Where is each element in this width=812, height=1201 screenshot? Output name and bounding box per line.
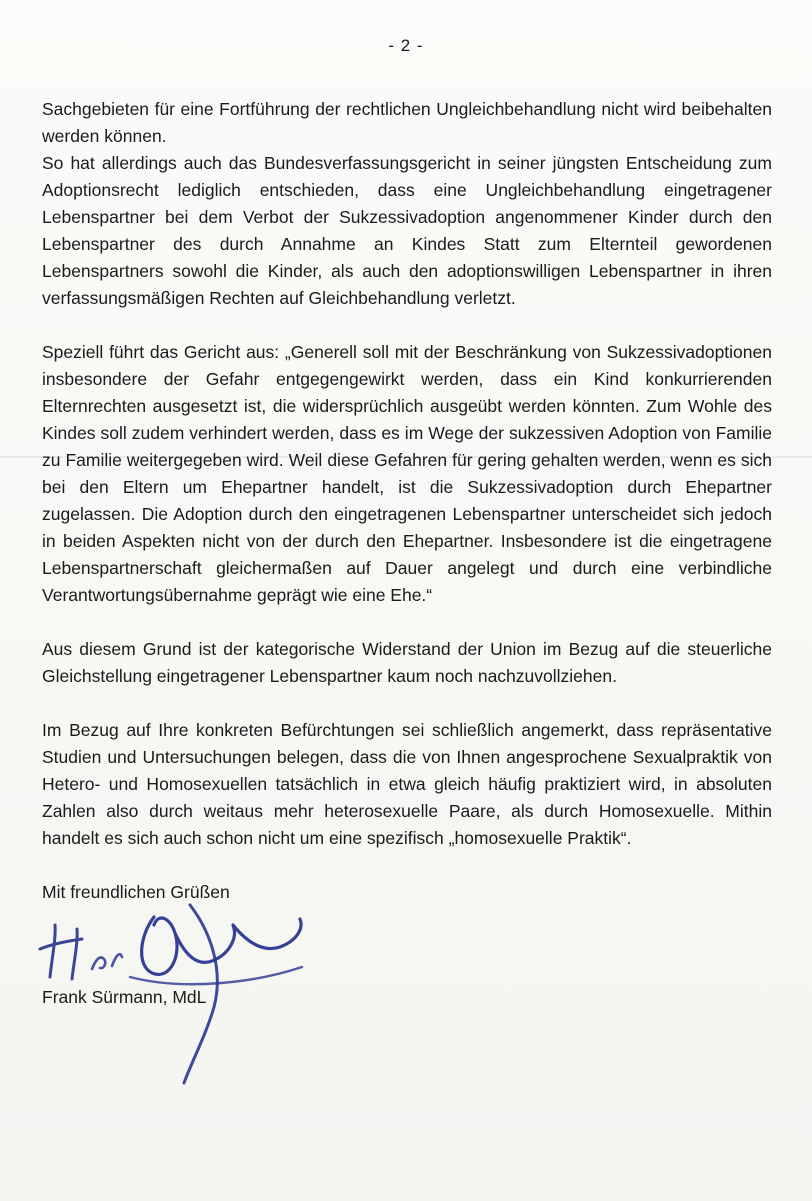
- signature-stroke: [142, 917, 301, 974]
- paragraph-4: Aus diesem Grund ist der kategorische Widerstand der Union im Bezug auf die steuerliche Gleichstellung eingetragener Lebenspartner kaum noch nachzuvollziehen.: [42, 639, 772, 686]
- signature-area: [42, 879, 772, 1011]
- letter-body: [42, 96, 772, 1011]
- paragraph-5: Im Bezug auf Ihre konkreten Befürchtungen sei schließlich angemerkt, dass repräsentative Studien und Untersuchungen belegen, dass die von Ihnen angesprochene Sexualpraktik von Hetero- und Homosexuellen tatsächlich in etwa gleich häufig praktiziert wird, in absoluten Zahlen also durch weitaus mehr heterosexuelle Paare, als durch Homosexuelle. Mithin handelt es sich auch schon nicht um eine spezifisch „homosexuelle Praktik“.: [42, 720, 772, 848]
- closing-salutation: Mit freundlichen Grüßen: [42, 882, 230, 902]
- signatory-name: Frank Sürmann, MdL: [42, 987, 207, 1007]
- paragraph-2: So hat allerdings auch das Bundesverfassungsgericht in seiner jüngsten Entscheidung zum Adoptionsrecht lediglich entschieden, dass eine Ungleichbehandlung eingetragener Lebenspartner bei dem Verbot der Sukzessivadoption angenommener Kinder durch den Lebenspartner des durch Annahme an Kindes Statt zum Elternteil gewordenen Lebenspartners sowohl die Kinder, als auch den adoptionswilligen Lebenspartner in ihren verfassungsmäßigen Rechten auf Gleichbehandlung verletzt.: [42, 153, 772, 308]
- signature-stroke: [40, 925, 82, 979]
- paragraph-1: Sachgebieten für eine Fortführung der rechtlichen Ungleichbehandlung nicht wird beibehalten werden können.: [42, 99, 772, 146]
- paragraph-3: Speziell führt das Gericht aus: „Generell soll mit der Beschränkung von Sukzessivadoptionen insbesondere der Gefahr entgegengewirkt werden, dass ein Kind konkurrierenden Elternrechten ausgesetzt ist, die widersprüchlich ausgeübt werden könnten. Zum Wohle des Kindes soll zudem verhindert werden, dass es im Wege der sukzessiven Adoption von Familie zu Familie weitergegeben wird. Weil diese Gefahren für gering gehalten werden, wenn es sich bei den Eltern um Ehepartner handelt, ist die Sukzessivadoption durch Ehepartner zugelassen. Die Adoption durch den eingetragenen Lebenspartner unterscheidet sich jedoch in beiden Aspekten nicht von der durch den Ehepartner. Insbesondere ist die eingetragene Lebenspartnerschaft gleichermaßen auf Dauer angelegt und durch eine verbindliche Verantwortungsübernahme geprägt wie eine Ehe.“: [42, 342, 772, 605]
- signature-stroke: [130, 967, 302, 984]
- signature-stroke: [92, 954, 122, 969]
- page-number: - 2 -: [388, 36, 424, 55]
